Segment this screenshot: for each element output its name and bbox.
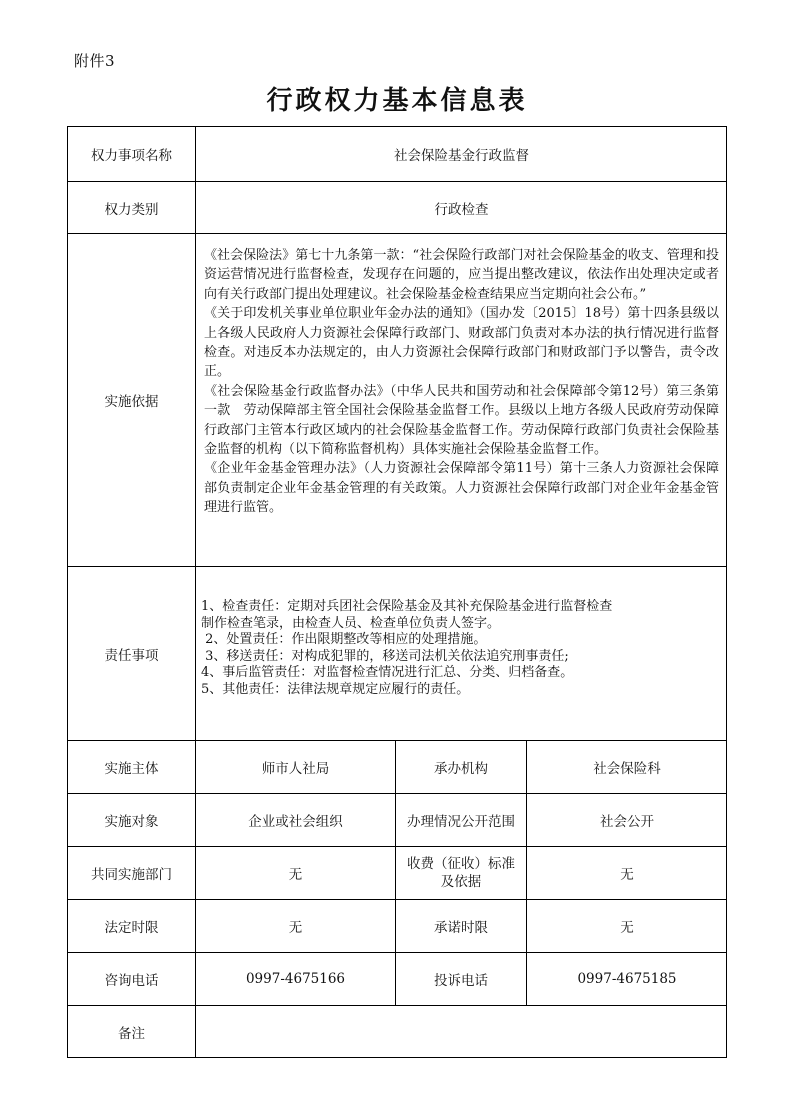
complaint-phone-value: 0997-4675185 [527, 953, 727, 1006]
info-table [67, 126, 727, 1058]
fee-standard-label-line: 及依据 [440, 874, 482, 890]
responsibility-line: 5、其他责任：法律法规章规定应履行的责任。 [201, 681, 470, 697]
basis-label: 实施依据 [68, 234, 196, 567]
basis-paragraph: 《关于印发机关事业单位职业年金办法的通知》（国办发〔2015〕18号）第十四条县级以上各级人民政府人力资源社会保障行政部门、财政部门负责对本办法的执行情况进行监督检查。对违反本办法规定的，由人力资源社会保障行政部门和财政部门予以警告，责令改正。 [204, 306, 719, 380]
disclosure-scope-value: 社会公开 [527, 794, 727, 847]
target-label: 实施对象 [68, 794, 196, 847]
promised-time-limit-label: 承诺时限 [396, 900, 527, 953]
fee-standard-label-line: 收费（征收）标准 [407, 856, 515, 872]
responsibility-content [196, 567, 727, 741]
basis-content [196, 234, 727, 567]
joint-department-label: 共同实施部门 [68, 847, 196, 900]
disclosure-scope-label: 办理情况公开范围 [396, 794, 527, 847]
fee-standard-label [396, 847, 527, 900]
page-title: 行政权力基本信息表 [266, 86, 528, 116]
power-type-label: 权力类别 [68, 182, 196, 234]
consult-phone-label: 咨询电话 [68, 953, 196, 1006]
attachment-label: 附件3 [74, 52, 116, 70]
target-value: 企业或社会组织 [196, 794, 396, 847]
subject-value: 师市人社局 [196, 741, 396, 794]
remarks-label: 备注 [68, 1006, 196, 1058]
power-name-label: 权力事项名称 [68, 127, 196, 182]
remarks-value [196, 1006, 727, 1058]
fee-standard-value: 无 [527, 847, 727, 900]
basis-paragraph: 《企业年金基金管理办法》（人力资源社会保障部令第11号）第十三条人力资源社会保障部负责制定企业年金基金管理的有关政策。人力资源社会保障行政部门对企业年金基金管理进行监管。 [204, 461, 719, 516]
responsibility-line: 2、处置责任：作出限期整改等相应的处理措施。 [201, 632, 487, 648]
complaint-phone-label: 投诉电话 [396, 953, 527, 1006]
basis-paragraph: 《社会保险基金行政监督办法》（中华人民共和国劳动和社会保障部令第12号）第三条第一款 劳动保障部主管全国社会保险基金监督工作。县级以上地方各级人民政府劳动保障行政部门主管本行政区域内的社会保险基金监督工作。劳动保障行政部门负责社会保险基金监督的机构（以下简称监督机构）具体实施社会保险基金监督工作。 [204, 383, 719, 458]
joint-department-value: 无 [196, 847, 396, 900]
handling-agency-label: 承办机构 [396, 741, 527, 794]
responsibility-line: 制作检查笔录，由检查人员、检查单位负责人签字。 [201, 615, 501, 631]
consult-phone-value: 0997-4675166 [196, 953, 396, 1006]
responsibility-line: 4、事后监管责任：对监督检查情况进行汇总、分类、归档备查。 [201, 665, 574, 681]
subject-label: 实施主体 [68, 741, 196, 794]
responsibility-line: 1、检查责任：定期对兵团社会保险基金及其补充保险基金进行监督检查 [201, 599, 613, 614]
power-type-value: 行政检查 [196, 182, 727, 234]
power-name-value: 社会保险基金行政监督 [196, 127, 727, 182]
promised-time-limit-value: 无 [527, 900, 727, 953]
legal-time-limit-label: 法定时限 [68, 900, 196, 953]
basis-paragraph: 《社会保险法》第七十九条第一款：“社会保险行政部门对社会保险基金的收支、管理和投资运营情况进行监督检查，发现存在问题的，应当提出整改建议，依法作出处理决定或者向有关行政部门提出处理建议。社会保险基金检查结果应当定期向社会公布。” [204, 248, 719, 302]
responsibility-line: 3、移送责任：对构成犯罪的，移送司法机关依法追究刑事责任; [201, 648, 569, 664]
responsibility-label: 责任事项 [68, 567, 196, 741]
handling-agency-value: 社会保险科 [527, 741, 727, 794]
legal-time-limit-value: 无 [196, 900, 396, 953]
